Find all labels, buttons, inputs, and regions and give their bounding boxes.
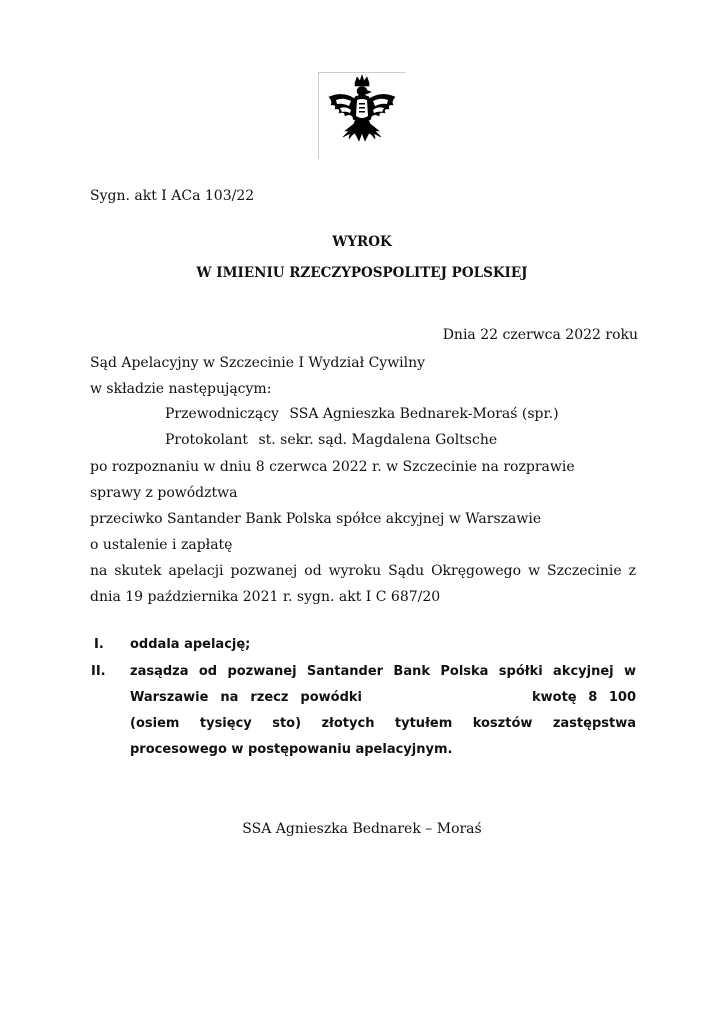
defendant-line: przeciwko Santander Bank Polska spółce akcyjnej w Warszawie: [90, 511, 542, 527]
appeal-line-2: dnia 19 października 2021 r. sygn. akt I C 687/20: [90, 589, 441, 605]
chair-name: SSA Agnieszka Bednarek-Moraś (spr.): [289, 406, 559, 422]
court-name: Sąd Apelacyjny w Szczecinie I Wydział Cywilny: [90, 355, 426, 371]
verdict-number-1: I.: [94, 637, 104, 652]
clerk-role: Protokolant: [165, 432, 248, 448]
chair-role: Przewodniczący: [165, 406, 279, 422]
verdict-point-1: oddala apelację;: [130, 637, 251, 652]
chair-line: [165, 405, 559, 423]
hearing-line: po rozpoznaniu w dniu 8 czerwca 2022 r. w Szczecinie na rozprawie: [90, 459, 575, 475]
verdict-point-2-line-1: zasądza od pozwanej Santander Bank Polska spółki akcyjnej w: [130, 664, 636, 679]
case-number: Sygn. akt I ACa 103/22: [90, 188, 255, 204]
clerk-line: [165, 431, 497, 449]
polish-eagle-emblem-icon: [319, 73, 405, 159]
verdict-point-2-line-4: procesowego w postępowaniu apelacyjnym.: [130, 742, 453, 757]
case-of-line: sprawy z powództwa: [90, 485, 238, 501]
document-subtitle: W IMIENIU RZECZYPOSPOLITEJ POLSKIEJ: [196, 265, 528, 281]
subject-line: o ustalenie i zapłatę: [90, 537, 233, 553]
appeal-line-1: na skutek apelacji pozwanej od wyroku Sądu Okręgowego w Szczecinie z: [90, 563, 636, 579]
composition-intro: w składzie następującym:: [90, 381, 272, 397]
verdict-point-2-line-3: (osiem tysięcy sto) złotych tytułem kosztów zastępstwa: [130, 716, 636, 731]
judge-signature: SSA Agnieszka Bednarek – Moraś: [242, 821, 482, 837]
document-title: WYROK: [332, 234, 392, 250]
verdict-point-2-line-2: Warszawie na rzecz powódki kwotę 8 100: [130, 690, 636, 705]
verdict-number-2: II.: [91, 664, 106, 679]
emblem: [318, 72, 405, 159]
clerk-name: st. sekr. sąd. Magdalena Goltsche: [258, 432, 498, 448]
judgment-date: Dnia 22 czerwca 2022 roku: [442, 327, 638, 343]
